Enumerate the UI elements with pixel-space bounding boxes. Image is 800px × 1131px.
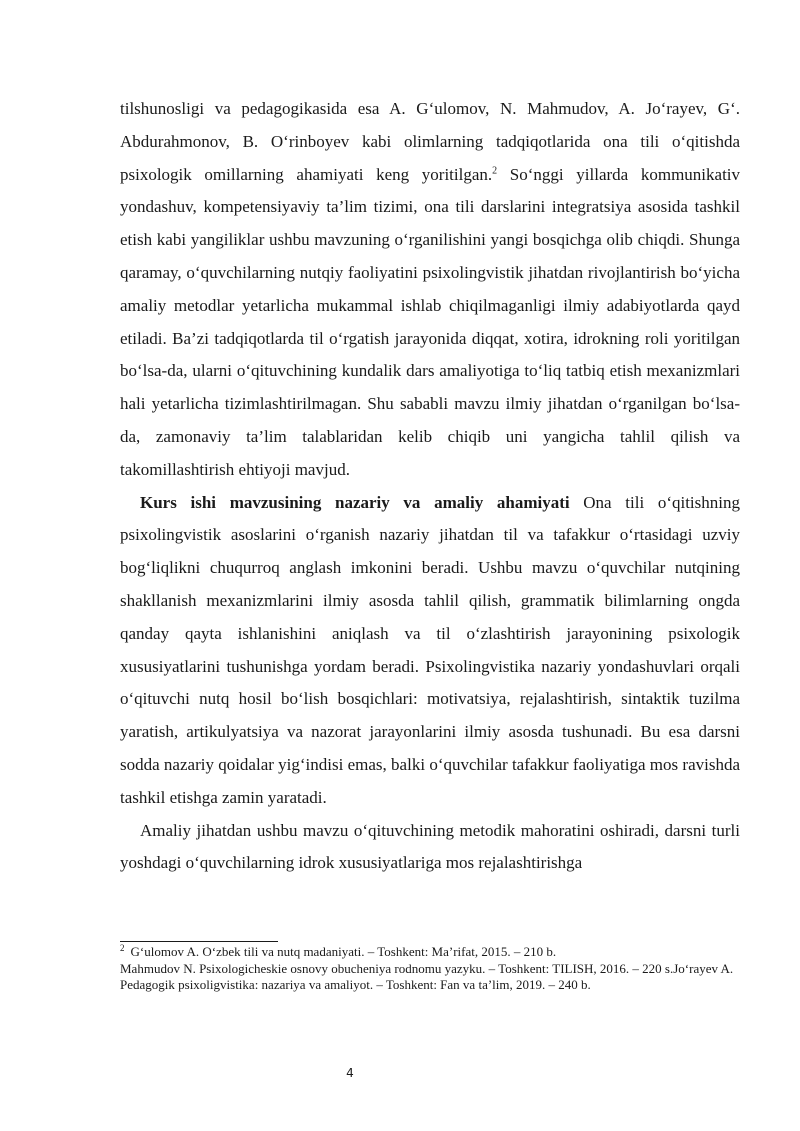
- paragraph-2-text: Ona tili o‘qitishning psixolingvistik asoslarini o‘rganish nazariy jihatdan til va tafakkur o‘rtasidagi uzviy bog‘liqlikni chuqurroq anglash imkonini beradi. Ushbu mavzu o‘quvchilar nutqining shakllanish mexanizmlarini ilmiy asosda tahlil qilish, grammatik bilimlarning ongda qanday qayta ishlanishini aniqlash va til o‘zlashtirish jarayonining psixologik xususiyatlarini tushunishga yordam beradi. Psixolingvistika nazariy yondashuvlari orqali o‘qituvchi nutq hosil bo‘lish bosqichlari: motivatsiya, rejalashtirish, sintaktik tuzilma yaratish, artikulyatsiya va nazorat jarayonlarini ilmiy asosda tushunadi. Bu esa darsni sodda nazariy qoidalar yig‘indisi emas, balki o‘quvchilar tafakkur faoliyatiga mos ravishda tashkil etishga zamin yaratadi.: [120, 492, 740, 807]
- paragraph-1-text: tilshunosligi va pedagogikasida esa A. G‘ulomov, N. Mahmudov, A. Jo‘rayev, G‘. Abdurahmonov, B. O‘rinboyev kabi olimlarning tadqiqotlarida ona tili o‘qitishda psixologik omillarning ahamiyati keng yoritilgan.: [120, 99, 740, 184]
- body-text: [120, 93, 740, 880]
- footnote-number: 2: [120, 942, 125, 953]
- paragraph-1-rest: So‘nggi yillarda kommunikativ yondashuv, kompetensiyaviy ta’lim tizimi, ona tili darslarini integratsiya asosida tashkil etish kabi yangiliklar ushbu mavzuning o‘rganilishini yangi bosqichga olib chiqdi. Shunga qaramay, o‘quvchilarning nutqiy faoliyatini psixolingvistik jihatdan rivojlantirish bo‘yicha amaliy metodlar yetarlicha mukammal ishlab chiqilmaganligi ilmiy adabiyotlarda qayd etiladi. Ba’zi tadqiqotlarda til o‘rgatish jarayonida diqqat, xotira, idrokning roli yoritilgan bo‘lsa-da, ularni o‘qituvchining kundalik dars amaliyotiga to‘liq tatbiq etish mexanizmlari hali yetarlicha tizimlashtirilmagan. Shu sababli mavzu ilmiy jihatdan o‘rganilgan bo‘lsa-da, zamonaviy ta’lim talablaridan kelib chiqib uni yangicha tahlil qilish va takomillashtirish ehtiyoji mavjud.: [120, 164, 741, 479]
- paragraph-1: [120, 93, 740, 487]
- footnotes: [120, 944, 740, 994]
- paragraph-2: [120, 487, 740, 815]
- footnote-line-2: Mahmudov N. Psixologicheskie osnovy obucheniya rodnomu yazyku. – Toshkent: TILISH, 2016. – 220 s.Jo‘rayev A. Pedagogik psixoligvistika: nazariya va amaliyot. – Toshkent: Fan va ta’lim, 2019. – 240 b.: [120, 960, 734, 993]
- footnote-divider: [120, 941, 278, 942]
- page-number: 4: [346, 1066, 354, 1080]
- paragraph-3: Amaliy jihatdan ushbu mavzu o‘qituvchining metodik mahoratini oshiradi, darsni turli yoshdagi o‘quvchilarning idrok xususiyatlariga mos rejalashtirishga: [120, 820, 740, 873]
- footnote-ref: 2: [492, 164, 498, 176]
- footnote-line-1: [120, 944, 740, 961]
- paragraph-2-heading: Kurs ishi mavzusining nazariy va amaliy ahamiyati: [140, 492, 570, 512]
- footnote-text-1: G‘ulomov A. O‘zbek tili va nutq madaniyati. – Toshkent: Ma’rifat, 2015. – 210 b.: [130, 944, 557, 959]
